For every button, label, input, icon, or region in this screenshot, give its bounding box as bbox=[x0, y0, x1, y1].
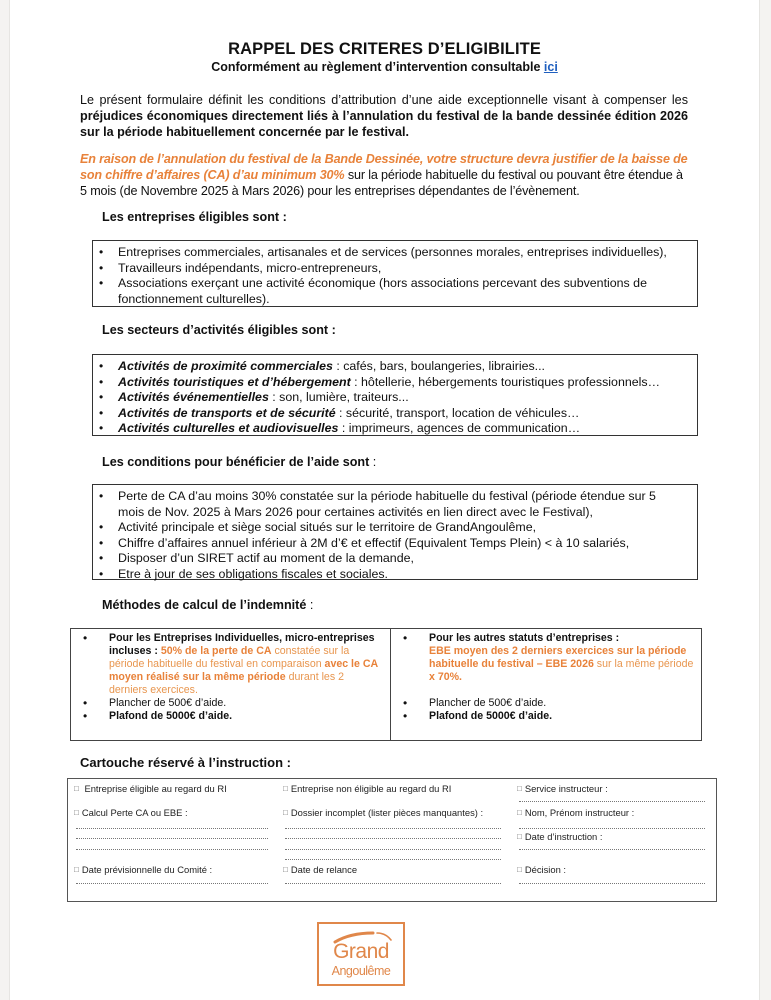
committee-date-checkbox-item[interactable]: □ Date prévisionnelle du Comité : bbox=[74, 864, 213, 875]
incomplete-field-line-4[interactable] bbox=[285, 859, 501, 860]
list-item: • Etre à jour de ses obligations fiscales et sociales. bbox=[93, 567, 697, 583]
warning-paragraph bbox=[80, 151, 688, 199]
decision-field-line[interactable] bbox=[519, 883, 705, 884]
calc-field-line-2[interactable] bbox=[76, 838, 268, 839]
incomplete-checkbox-item[interactable]: □ Dossier incomplet (lister pièces manquantes) : bbox=[283, 807, 484, 818]
eligible-checkbox-item[interactable]: □ Entreprise éligible au regard du RI bbox=[74, 783, 227, 794]
list-item: • Pour les Entreprises Individuelles, micro-entreprises incluses : 50% de la perte de CA constatée sur la période habituelle du festival en comparaison avec le CA moyen réalisé sur la même période durant les 2 derniers exercices. bbox=[71, 632, 382, 697]
calc-checkbox-item[interactable]: □ Calcul Perte CA ou EBE : bbox=[74, 807, 188, 818]
checkbox-icon[interactable]: □ bbox=[283, 808, 288, 817]
checkbox-icon[interactable]: □ bbox=[517, 808, 522, 817]
list-item: • Travailleurs indépendants, micro-entrepreneurs, bbox=[93, 261, 697, 277]
instruction-date-field-line[interactable] bbox=[519, 849, 705, 850]
list-item: • Activités touristiques et d’hébergement : hôtellerie, hébergements touristiques professionnels… bbox=[93, 375, 697, 391]
instructor-name-field-line[interactable] bbox=[519, 828, 705, 829]
checkbox-icon[interactable]: □ bbox=[517, 832, 522, 841]
eligible-companies-list bbox=[93, 245, 697, 307]
list-item: • Activités culturelles et audiovisuelles : imprimeurs, agences de communication… bbox=[93, 421, 697, 437]
page-subtitle bbox=[10, 60, 759, 74]
list-item: • Plafond de 5000€ d’aide. bbox=[391, 710, 695, 723]
list-item: • Activités de proximité commerciales : cafés, bars, boulangeries, librairies... bbox=[93, 359, 697, 375]
checkbox-icon[interactable]: □ bbox=[517, 784, 522, 793]
sectors-list bbox=[93, 359, 697, 437]
list-item: • Plancher de 500€ d’aide. bbox=[391, 697, 695, 710]
logo-line2: Angoulême bbox=[331, 964, 391, 978]
cartouche-box bbox=[67, 778, 717, 902]
list-item: • Activités de transports et de sécurité : sécurité, transport, location de véhicules… bbox=[93, 406, 697, 422]
list-item: • Plafond de 5000€ d’aide. bbox=[71, 710, 382, 723]
checkbox-icon[interactable]: □ bbox=[74, 784, 79, 793]
list-item: • Associations exerçant une activité économique (hors associations percevant des subventions de fonctionnement culturelles). bbox=[93, 276, 697, 307]
calculation-individual-cell bbox=[71, 629, 391, 740]
conditions-box bbox=[92, 484, 698, 580]
intro-bold: préjudices économiques directement liés à l’annulation du festival de la bande dessinée édition 2026 sur la période habituellement concernée par le festival. bbox=[80, 109, 688, 139]
intro-paragraph bbox=[80, 92, 688, 140]
incomplete-field-line-3[interactable] bbox=[285, 849, 501, 850]
checkbox-icon[interactable]: □ bbox=[517, 865, 522, 874]
regulation-link[interactable]: ici bbox=[543, 60, 558, 74]
grandangouleme-logo bbox=[317, 922, 405, 986]
list-item: • Pour les autres statuts d’entreprises : EBE moyen des 2 derniers exercices sur la période habituelle du festival – EBE 2026 sur la même période x 70%. bbox=[391, 632, 695, 684]
incomplete-field-line-1[interactable] bbox=[285, 828, 501, 829]
list-item: • Plancher de 500€ d’aide. bbox=[71, 697, 382, 710]
eligible-companies-heading: Les entreprises éligibles sont : bbox=[102, 210, 287, 224]
cartouche-heading: Cartouche réservé à l’instruction : bbox=[80, 755, 291, 770]
checkbox-icon[interactable]: □ bbox=[283, 865, 288, 874]
list-item: • Entreprises commerciales, artisanales et de services (personnes morales, entreprises individuelles), bbox=[93, 245, 697, 261]
logo-line1: Grand bbox=[333, 940, 389, 963]
subtitle-text: Conformément au règlement d’intervention consultable bbox=[211, 60, 544, 74]
incomplete-field-line-2[interactable] bbox=[285, 838, 501, 839]
sectors-box bbox=[92, 354, 698, 436]
list-item: • Activités événementielles : son, lumière, traiteurs... bbox=[93, 390, 697, 406]
list-item: • Activité principale et siège social situés sur le territoire de GrandAngoulême, bbox=[93, 520, 697, 536]
conditions-heading: Les conditions pour bénéficier de l’aide sont : bbox=[102, 455, 377, 469]
list-item: • Perte de CA d’au moins 30% constatée sur la période habituelle du festival (période étendue sur 5 mois de Nov. 2025 à Mars 2026 pour certaines activités en lien direct avec le Festival), bbox=[93, 489, 697, 520]
reminder-date-checkbox-item[interactable]: □ Date de relance bbox=[283, 864, 358, 875]
instructor-name-checkbox-item[interactable]: □ Nom, Prénom instructeur : bbox=[517, 807, 635, 818]
eligible-companies-box bbox=[92, 240, 698, 307]
checkbox-icon[interactable]: □ bbox=[283, 784, 288, 793]
calculation-table bbox=[70, 628, 702, 741]
service-checkbox-item[interactable]: □ Service instructeur : bbox=[517, 783, 608, 794]
checkbox-icon[interactable]: □ bbox=[74, 865, 79, 874]
page-title: RAPPEL DES CRITERES D’ELIGIBILITE bbox=[228, 40, 541, 58]
warning-highlight: En raison de l’annulation du festival de la Bande Dessinée, votre structure devra justifier de la baisse de son chiffre d’affaires (CA) d’au minimum 30% bbox=[80, 152, 688, 182]
service-field-line[interactable] bbox=[519, 801, 705, 802]
calc-field-line-3[interactable] bbox=[76, 849, 268, 850]
list-item: • Disposer d’un SIRET actif au moment de la demande, bbox=[93, 551, 697, 567]
calculation-other-cell bbox=[391, 629, 701, 740]
calc-field-line-1[interactable] bbox=[76, 828, 268, 829]
intro-plain: Le présent formulaire définit les conditions d’attribution d’une aide exceptionnelle visant à compenser les bbox=[80, 93, 688, 107]
reminder-date-field-line[interactable] bbox=[285, 883, 501, 884]
list-item: • Chiffre d’affaires annuel inférieur à 2M d’€ et effectif (Equivalent Temps Plein) < à 10 salariés, bbox=[93, 536, 697, 552]
calculation-heading: Méthodes de calcul de l’indemnité : bbox=[102, 598, 314, 612]
warning-plain: sur la période habituelle du festival ou pouvant être étendue à 5 mois (de Novembre 2025 à Mars 2026) pour les entreprises dépendantes de l’évènement. bbox=[80, 168, 683, 198]
not-eligible-checkbox-item[interactable]: □ Entreprise non éligible au regard du RI bbox=[283, 783, 452, 794]
instruction-date-checkbox-item[interactable]: □ Date d’instruction : bbox=[517, 831, 603, 842]
sectors-heading: Les secteurs d’activités éligibles sont : bbox=[102, 323, 336, 337]
document-page bbox=[9, 0, 760, 1000]
checkbox-icon[interactable]: □ bbox=[74, 808, 79, 817]
decision-checkbox-item[interactable]: □ Décision : bbox=[517, 864, 567, 875]
committee-date-field-line[interactable] bbox=[76, 883, 268, 884]
conditions-list bbox=[93, 489, 697, 582]
